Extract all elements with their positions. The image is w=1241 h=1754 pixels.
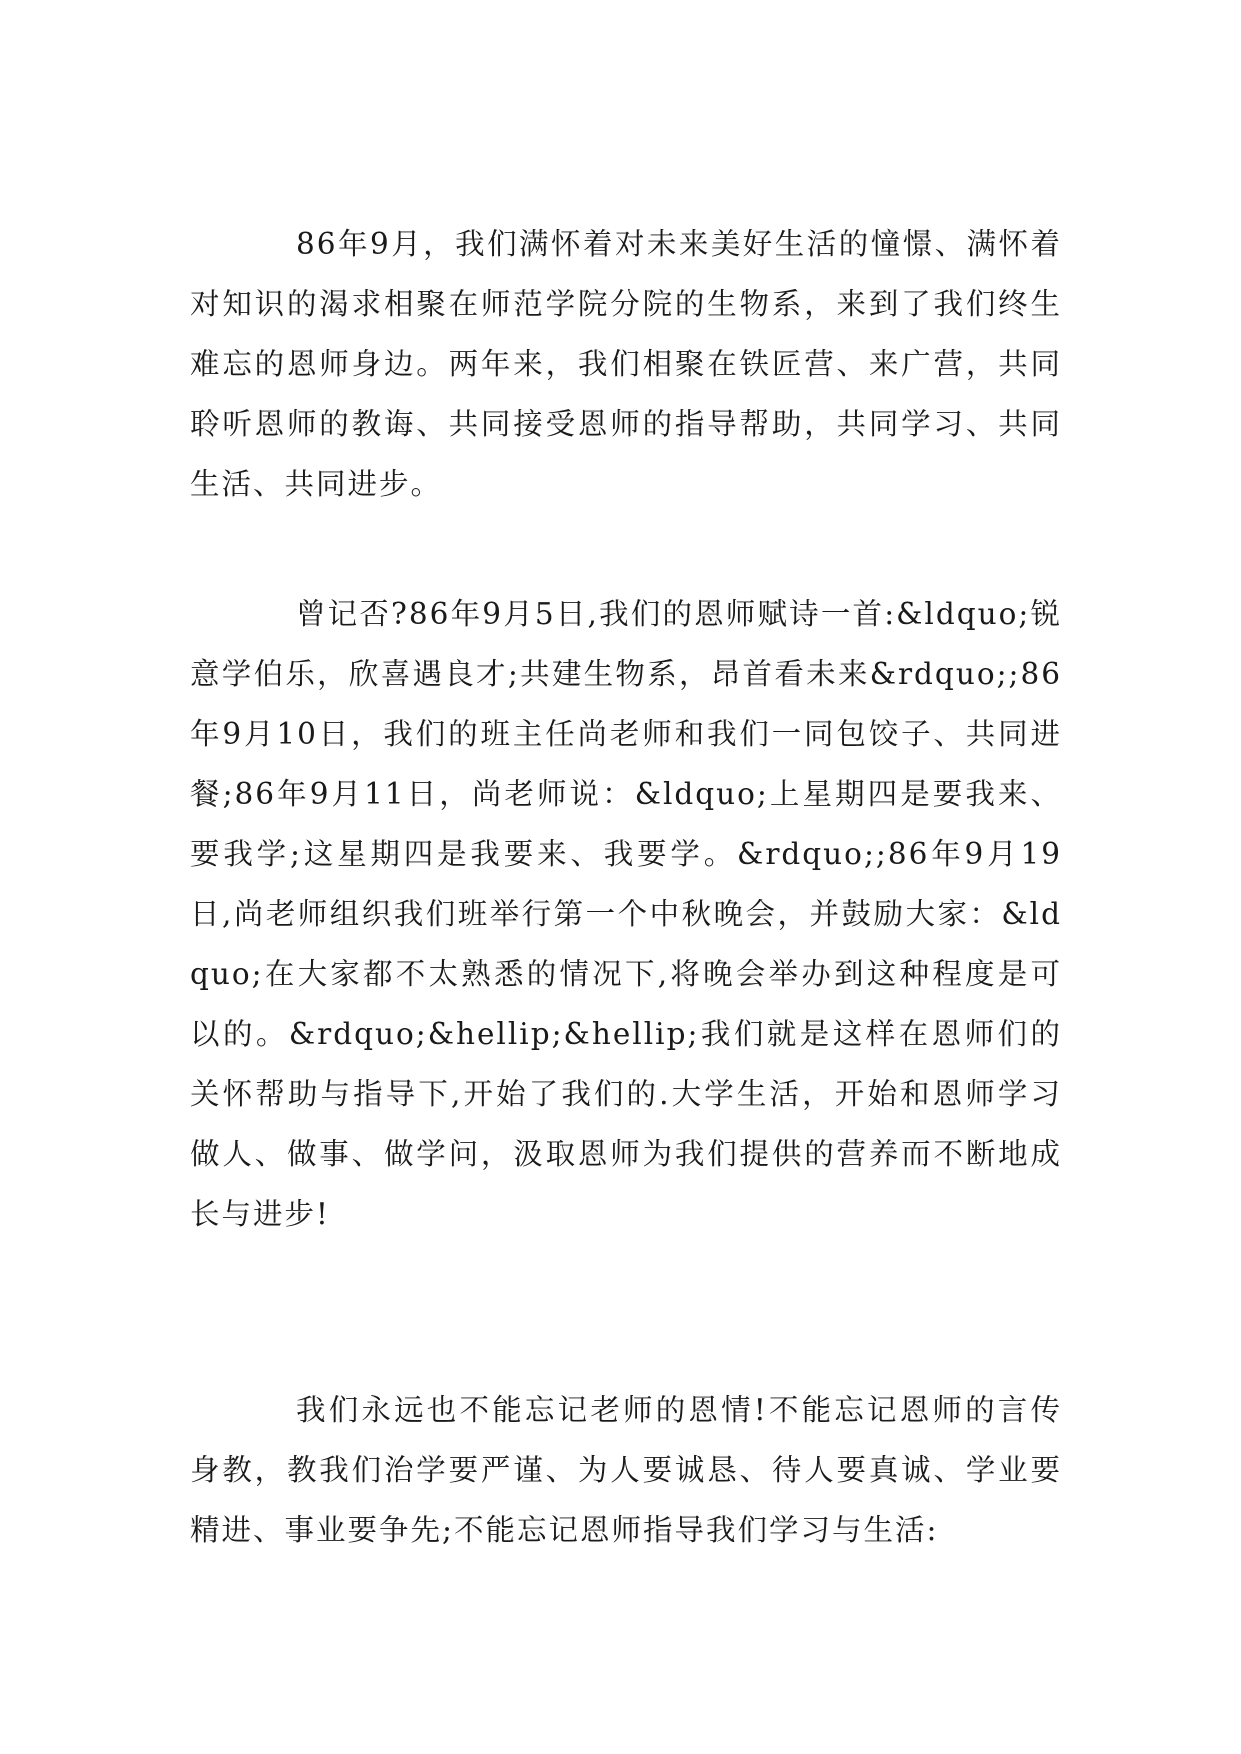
paragraph-3: 我们永远也不能忘记老师的恩情!不能忘记恩师的言传身教，教我们治学要严谨、为人要诚恳、待人要真诚、学业要精进、事业要争先;不能忘记恩师指导我们学习与生活:: [190, 1393, 1062, 1547]
paragraph-2: 曾记否?86年9月5日,我们的恩师赋诗一首:&ldquo;锐意学伯乐，欣喜遇良才;共建生物系，昂首看未来&rdquo;;86年9月10日，我们的班主任尚老师和我们一同包饺子、共同进餐;86年9月11日，尚老师说：&ldquo;上星期四是要我来、要我学;这星期四是我要来、我要学。&rdquo;;86年9月19日,尚老师组织我们班举行第一个中秋晚会，并鼓励大家：&ldquo;在大家都不太熟悉的情况下,将晚会举办到这种程度是可以的。&rdquo;&hellip;&hellip;我们就是这样在恩师们的关怀帮助与指导下,开始了我们的.大学生活，开始和恩师学习做人、做事、做学问，汲取恩师为我们提供的营养而不断地成长与进步!: [190, 597, 1062, 1231]
paragraph-1: 86年9月，我们满怀着对未来美好生活的憧憬、满怀着对知识的渴求相聚在师范学院分院的生物系，来到了我们终生难忘的恩师身边。两年来，我们相聚在铁匠营、来广营，共同聆听恩师的教诲、共同接受恩师的指导帮助，共同学习、共同生活、共同进步。: [190, 227, 1062, 501]
